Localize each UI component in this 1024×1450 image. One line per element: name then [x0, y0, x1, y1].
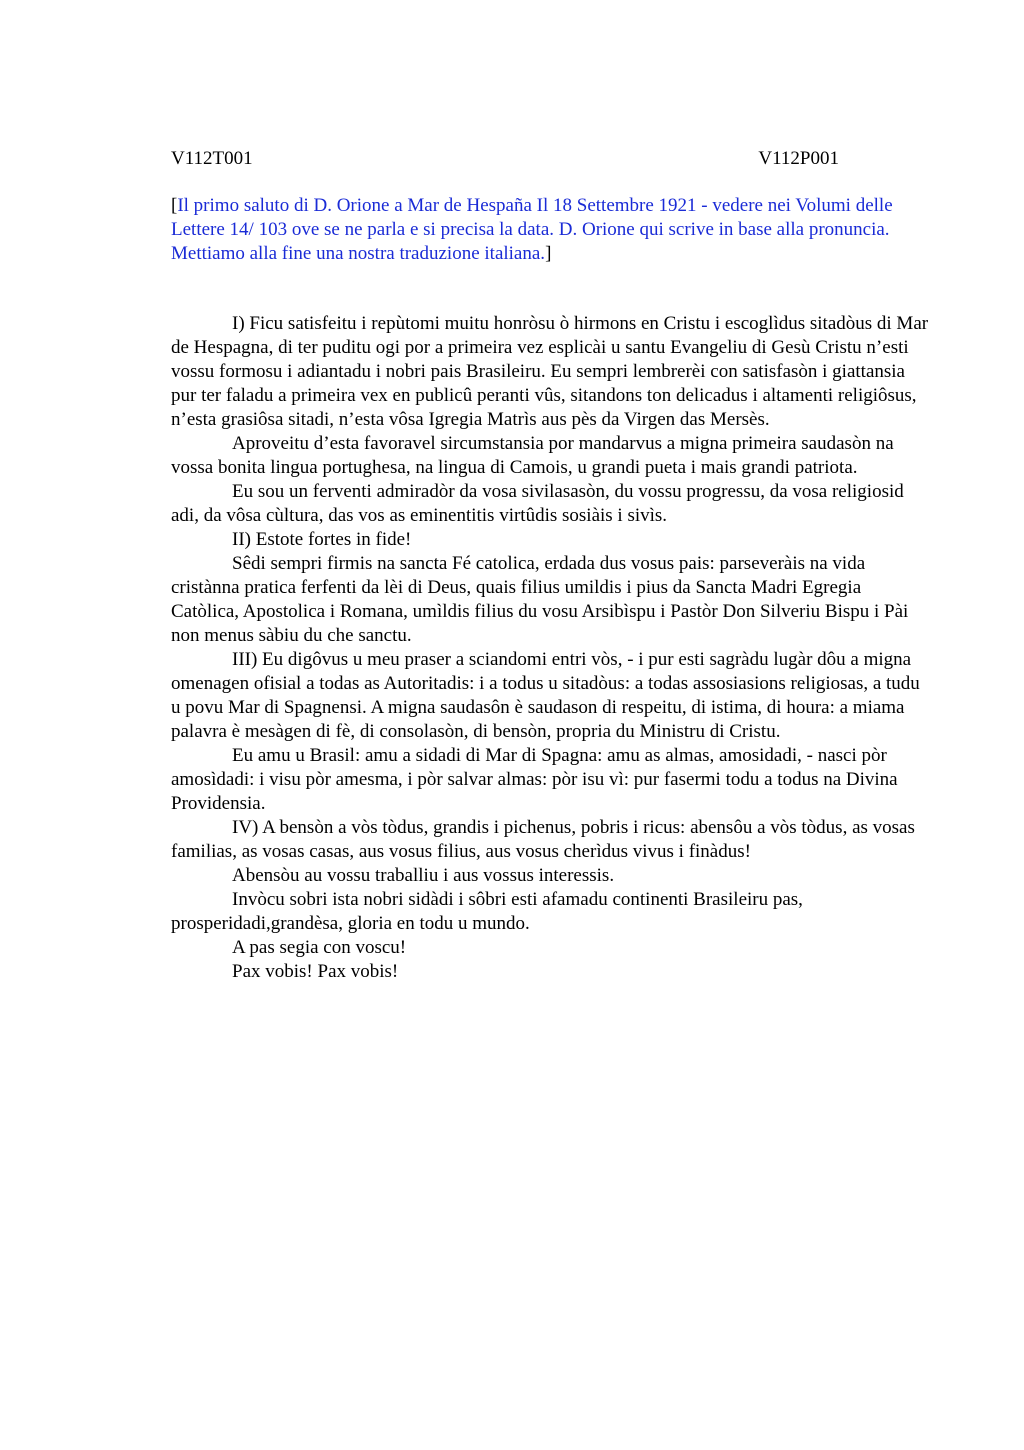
- note-text: Il primo saluto di D. Orione a Mar de Hespaña Il 18 Settembre 1921 - vedere nei Volumi delle Lettere 14/ 103 ove se ne parla e si precisa la data. D. Orione qui scrive in base alla pronuncia. Mettiamo alla fine una nostra traduzione italiana.: [171, 195, 893, 264]
- document-code-left: V112T001: [171, 148, 253, 169]
- note-close-bracket: ]: [545, 243, 552, 264]
- paragraph: I) Ficu satisfeitu i repùtomi muitu honròsu ò hirmons en Cristu i escoglìdus sitadòus di Mar de Hespagna, di ter puditu ogi por a primeira vez esplicài u santu Evangeliu di Gesù Cristu n’esti vossu formosu i adiantadu i nobri pais Brasileiru. Eu sempri lembrerèi con satisfasòn i giattansia pur ter faladu a primeira vex en publicû peranti vûs, sitandons ton delicadus i altamenti religiôsus, n’esta grasiôsa sitadi, n’esta vôsa Igregia Matrìs aus pès da Virgen das Mersès.: [171, 313, 929, 430]
- letter-body: [171, 312, 931, 984]
- note-open-bracket: [: [171, 195, 178, 216]
- paragraph: Pax vobis! Pax vobis!: [232, 961, 399, 982]
- editorial-note: [171, 194, 931, 266]
- paragraph: A pas segia con voscu!: [232, 937, 407, 958]
- paragraph: Aproveitu d’esta favoravel sircumstansia por mandarvus a migna primeira saudasòn na vossa bonita lingua portughesa, na lingua di Camois, u grandi pueta i mais grandi patriota.: [171, 433, 894, 478]
- paragraph: Sêdi sempri firmis na sancta Fé catolica, erdada dus vosus pais: parseveràis na vida cristànna pratica ferfenti da lèi di Deus, quais filius umildis i pius da Sancta Madri Egregia Catòlica, Apostolica i Romana, umìldis filius du vosu Arsibìspu i Pastòr Don Silveriu Bispu i Pài non menus sàbiu du che sanctu.: [171, 553, 909, 646]
- paragraph: Eu sou un ferventi admiradòr da vosa sivilasasòn, du vossu progressu, da vosa religiosid adi, da vôsa cùltura, das vos as eminentitis virtûdis sosiàis i sivìs.: [171, 481, 904, 526]
- paragraph: Abensòu au vossu traballiu i aus vossus interessis.: [232, 865, 615, 886]
- paragraph: IV) A bensòn a vòs tòdus, grandis i pichenus, pobris i ricus: abensôu a vòs tòdus, as vosas familias, as vosas casas, aus vosus filius, aus vosus cherìdus vivus i finàdus!: [171, 817, 915, 862]
- paragraph: II) Estote fortes in fide!: [232, 529, 412, 550]
- paragraph: III) Eu digôvus u meu praser a sciandomi entri vòs, - i pur esti sagràdu lugàr dôu a migna omenagen ofisial a todas as Autoritadis: i a todus u sitadòus: a todas assosiasions religiosas, a tudu u povu Mar di Spagnensi. A migna saudasôn è saudason di respeitu, di istima, di houra: a miama palavra è mesàgen di fè, di consolasòn, di bensòn, propria du Ministru di Cristu.: [171, 649, 920, 742]
- document-code-right: V112P001: [758, 148, 839, 169]
- paragraph: Invòcu sobri ista nobri sidàdi i sôbri esti afamadu continenti Brasileiru pas, prosperidadi,grandèsa, gloria en todu u mundo.: [171, 889, 803, 934]
- document-header: [171, 147, 839, 171]
- paragraph: Eu amu u Brasil: amu a sidadi di Mar di Spagna: amu as almas, amosidadi, - nasci pòr amosìdadi: i visu pòr amesma, i pòr salvar almas: pòr isu vì: pur fasermi todu a todus na Divina Providensia.: [171, 745, 898, 814]
